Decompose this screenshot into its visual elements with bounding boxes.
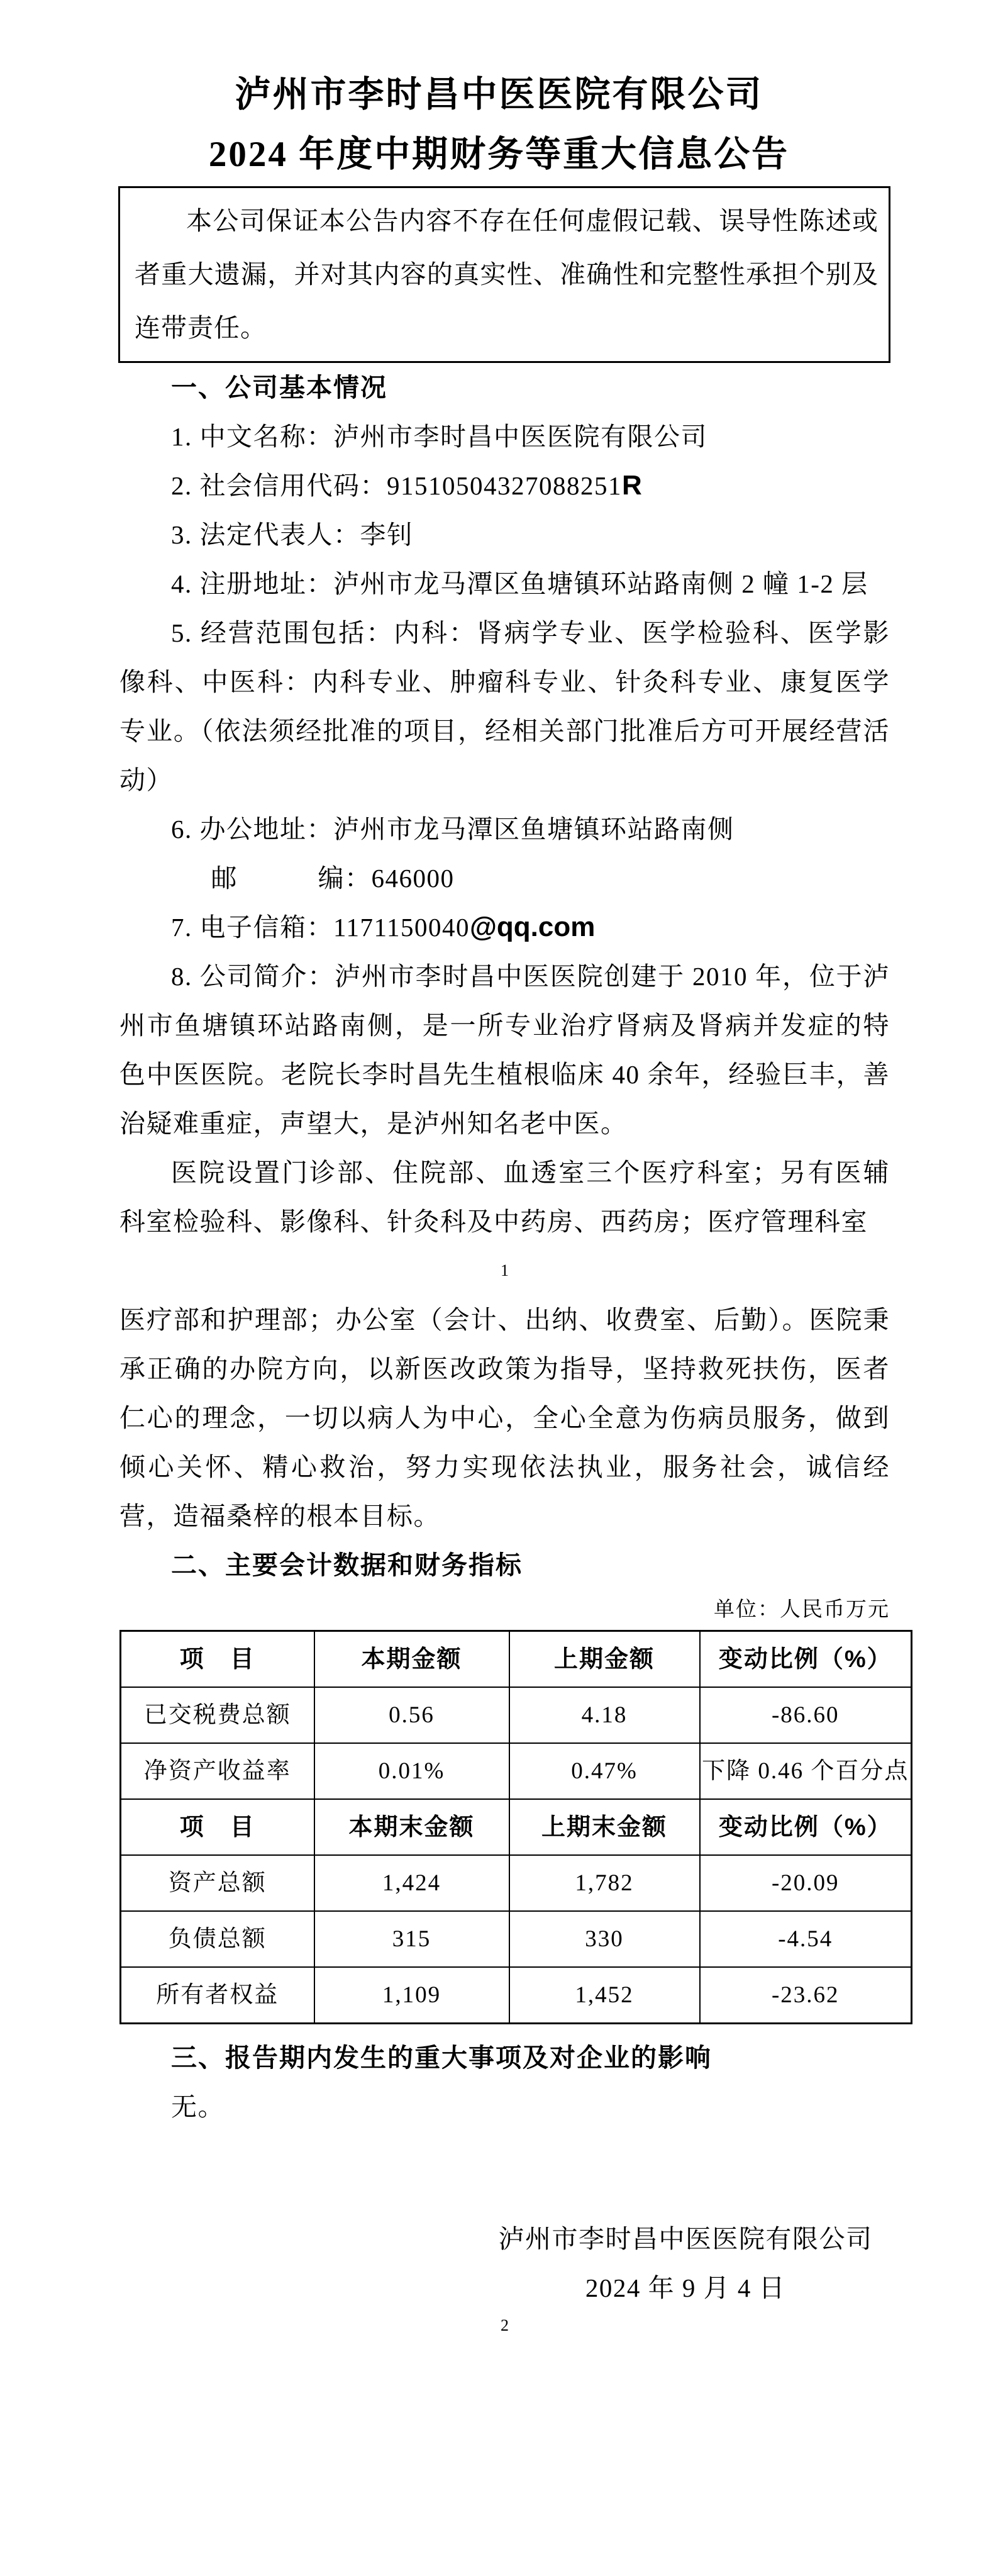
item-credit-code bbox=[119, 461, 890, 510]
table-header-row-period-end bbox=[121, 1799, 912, 1855]
table-header-row-period bbox=[121, 1631, 912, 1688]
item-company-profile-part1: 8. 公司简介：泸州市李时昌中医医院创建于 2010 年，位于泸州市鱼塘镇环站路南侧，是一所专业治疗肾病及肾病并发症的特色中医医院。老院长李时昌先生植根临床 40 余年，经验巨丰，善治疑难重症，声望大，是泸州知名老中医。 bbox=[119, 962, 890, 1138]
table-row-owners-equity bbox=[121, 1967, 912, 2024]
item-company-profile-part2a: 医院设置门诊部、住院部、血透室三个医疗科室；另有医辅科室检验科、影像科、针灸科及中药房、西药房；医疗管理科室 bbox=[119, 1158, 890, 1236]
signature-company-name: 泸州市李时昌中医医院有限公司 bbox=[498, 2224, 873, 2253]
table-cell: 0.56 bbox=[314, 1687, 509, 1743]
table-header-cell: 上期末金额 bbox=[509, 1799, 700, 1855]
table-row-total-liabilities bbox=[121, 1911, 912, 1967]
table-cell: 资产总额 bbox=[121, 1855, 314, 1911]
table-header-cell: 变动比例（%） bbox=[700, 1799, 912, 1855]
section-heading-major-events: 三、报告期内发生的重大事项及对企业的影响 bbox=[171, 2043, 712, 2072]
section-heading-financial-indicators: 二、主要会计数据和财务指标 bbox=[171, 1551, 523, 1580]
table-cell: 所有者权益 bbox=[121, 1967, 314, 2024]
email-label-and-user: 7. 电子信箱：1171150040 bbox=[171, 913, 470, 942]
section-heading-company-info: 一、公司基本情况 bbox=[171, 373, 387, 402]
disclaimer-text: 本公司保证本公告内容不存在任何虚假记载、误导性陈述或者重大遗漏，并对其内容的真实性、准确性和完整性承担个别及连带责任。 bbox=[135, 206, 879, 342]
item-chinese-name: 1. 中文名称：泸州市李时昌中医医院有限公司 bbox=[171, 422, 707, 451]
financial-indicators-table bbox=[119, 1630, 912, 2024]
item-legal-representative: 3. 法定代表人：李钊 bbox=[171, 520, 414, 549]
item-business-scope: 5. 经营范围包括：内科：肾病学专业、医学检验科、医学影像科、中医科：内科专业、肿瘤科专业、针灸科专业、康复医学专业。（依法须经批准的项目，经相关部门批准后方可开展经营活动） bbox=[119, 618, 890, 795]
table-cell: 330 bbox=[509, 1911, 700, 1967]
item-company-profile-part2b: 医疗部和护理部；办公室（会计、出纳、收费室、后勤）。医院秉承正确的办院方向，以新医改政策为指导，坚持救死扶伤，医者仁心的理念，一切以病人为中心，全心全意为伤病员服务，做到倾心关怀、精心救治，努力实现依法执业，服务社会，诚信经营，造福桑梓的根本目标。 bbox=[119, 1305, 890, 1531]
table-cell: 1,452 bbox=[509, 1967, 700, 2024]
item-email bbox=[119, 903, 890, 952]
page-number-1: 1 bbox=[501, 1261, 509, 1280]
signature-block bbox=[491, 2214, 880, 2312]
credit-code-check-char: R bbox=[622, 470, 642, 501]
email-domain: @qq.com bbox=[469, 912, 596, 942]
table-header-cell: 项 目 bbox=[121, 1799, 314, 1855]
table-cell: 1,109 bbox=[314, 1967, 509, 2024]
table-cell: 净资产收益率 bbox=[121, 1743, 314, 1799]
table-cell: 下降 0.46 个百分点 bbox=[700, 1743, 912, 1799]
disclaimer-box bbox=[118, 186, 890, 363]
table-cell: -86.60 bbox=[700, 1687, 912, 1743]
table-cell: 0.47% bbox=[509, 1743, 700, 1799]
table-header-cell: 上期金额 bbox=[509, 1631, 700, 1688]
item-registered-address: 4. 注册地址：泸州市龙马潭区鱼塘镇环站路南侧 2 幢 1-2 层 bbox=[171, 569, 868, 598]
table-cell: 315 bbox=[314, 1911, 509, 1967]
table-cell: -23.62 bbox=[700, 1967, 912, 2024]
credit-code-text: 2. 社会信用代码：91510504327088251 bbox=[171, 471, 622, 500]
page-number-2: 2 bbox=[501, 2316, 509, 2334]
document-body bbox=[119, 363, 909, 2339]
table-cell: 0.01% bbox=[314, 1743, 509, 1799]
major-events-body: 无。 bbox=[171, 2092, 225, 2121]
table-header-cell: 本期末金额 bbox=[314, 1799, 509, 1855]
table-header-cell: 变动比例（%） bbox=[700, 1631, 912, 1688]
table-cell: 4.18 bbox=[509, 1687, 700, 1743]
table-row-return-on-equity bbox=[121, 1743, 912, 1799]
table-unit-note: 单位：人民币万元 bbox=[714, 1598, 890, 1621]
table-cell: 负债总额 bbox=[121, 1911, 314, 1967]
document-title-line1: 泸州市李时昌中医医院有限公司 bbox=[235, 75, 763, 114]
table-cell: -4.54 bbox=[700, 1911, 912, 1967]
document-title-line2: 2024 年度中期财务等重大信息公告 bbox=[208, 135, 790, 174]
table-header-cell: 项 目 bbox=[121, 1631, 314, 1688]
signature-date: 2024 年 9 月 4 日 bbox=[585, 2273, 786, 2302]
item-office-address: 6. 办公地址：泸州市龙马潭区鱼塘镇环站路南侧 bbox=[171, 815, 735, 844]
table-cell: 1,782 bbox=[509, 1855, 700, 1911]
table-cell: -20.09 bbox=[700, 1855, 912, 1911]
table-row-taxes-paid bbox=[121, 1687, 912, 1743]
table-row-total-assets bbox=[121, 1855, 912, 1911]
item-postal-code: 邮 编：646000 bbox=[211, 864, 455, 893]
table-header-cell: 本期金额 bbox=[314, 1631, 509, 1688]
table-cell: 已交税费总额 bbox=[121, 1687, 314, 1743]
table-cell: 1,424 bbox=[314, 1855, 509, 1911]
